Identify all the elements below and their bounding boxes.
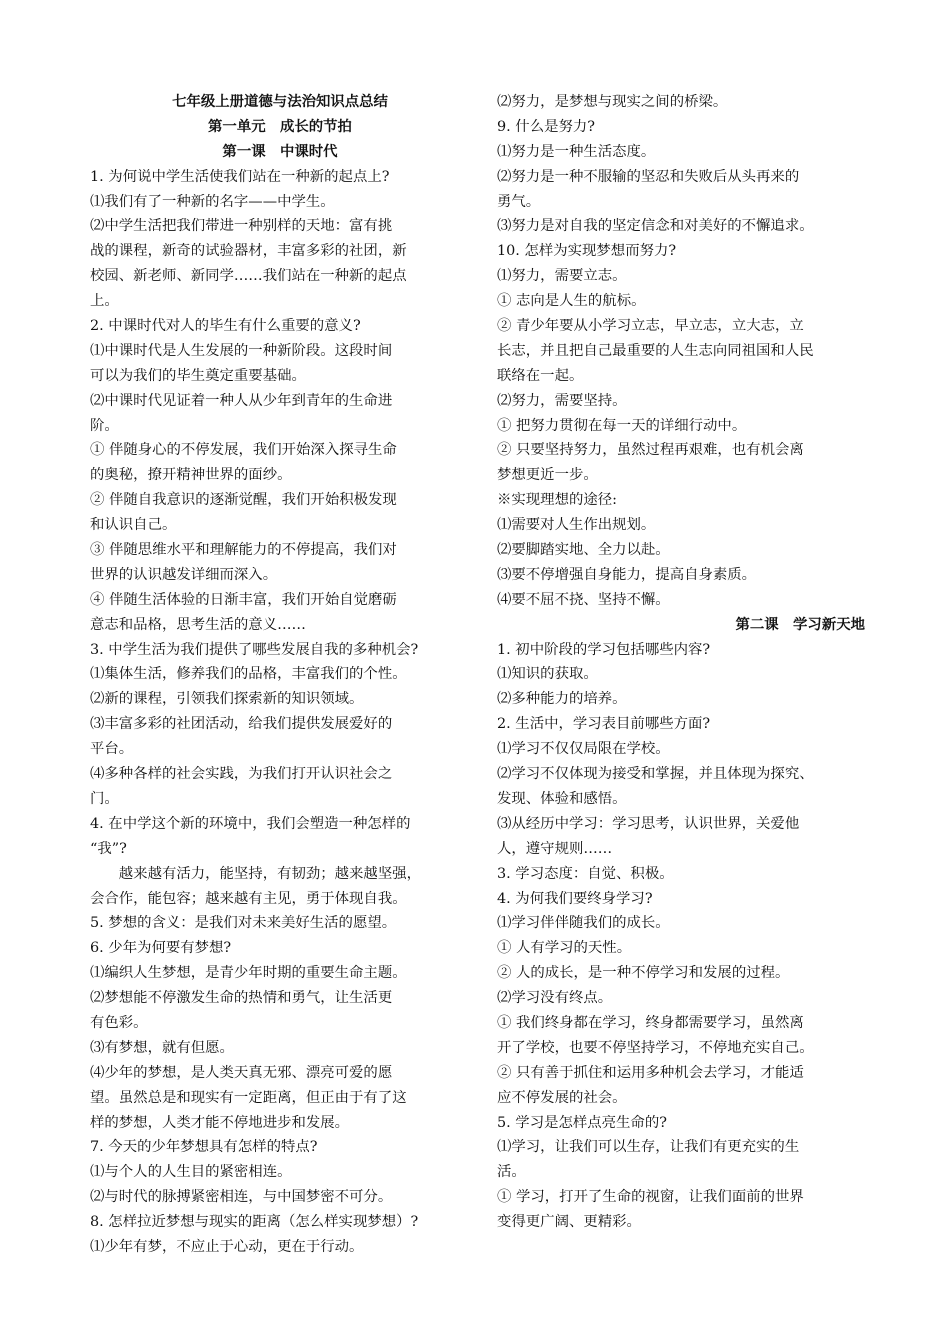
- text-line: ⑵中学生活把我们带进一种别样的天地：富有挑: [90, 218, 393, 235]
- text-line: ⑷少年的梦想，是人类天真无邪、漂亮可爱的愿: [90, 1064, 393, 1081]
- text-line: 9. 什么是努力?: [497, 118, 595, 135]
- text-line: 人，遵守规则……: [497, 840, 613, 857]
- text-line: ⑴学习不仅仅局限在学校。: [497, 741, 670, 758]
- text-line: ⑵中课时代见证着一种人从少年到青年的生命进: [90, 392, 393, 409]
- right-body-text-bottom: [497, 638, 877, 1235]
- text-line: 意志和品格，思考生活的意义……: [90, 616, 306, 633]
- text-line: 可以为我们的毕生奠定重要基础。: [90, 367, 306, 384]
- text-line: ⑷多种各样的社会实践，为我们打开认识社会之: [90, 766, 393, 783]
- text-line: 1. 为何说中学生活使我们站在一种新的起点上?: [90, 168, 390, 185]
- text-line: 6. 少年为何要有梦想?: [90, 940, 232, 957]
- text-line: ⑶从经历中学习：学习思考，认识世界，关爱他: [497, 815, 800, 832]
- text-line: ⑵努力，需要坚持。: [497, 392, 627, 409]
- text-line: ⑵梦想能不停激发生命的热情和勇气，让生活更: [90, 990, 393, 1007]
- document-title: 七年级上册道德与法治知识点总结: [172, 93, 388, 110]
- text-line: ① 志向是人生的航标。: [497, 293, 646, 310]
- text-line: ⑵努力，是梦想与现实之间的桥梁。: [497, 94, 728, 110]
- text-line: 梦想更近一步。: [497, 467, 598, 484]
- unit-heading: 第一单元 成长的节拍: [208, 117, 352, 135]
- text-line: ⑵努力是一种不服输的坚忍和失败后从头再来的: [497, 168, 800, 185]
- text-line: 10. 怎样为实现梦想而努力?: [497, 243, 677, 260]
- text-line: “我”?: [90, 840, 127, 857]
- text-line: ⑴我们有了一种新的名字——中学生。: [90, 193, 335, 210]
- text-line: 和认识自己。: [90, 517, 177, 534]
- text-line: ② 只要坚持努力，虽然过程再艰难，也有机会离: [497, 442, 804, 459]
- text-line: ⑵学习没有终点。: [497, 990, 613, 1007]
- text-line: ⑴努力是一种生活态度。: [497, 143, 656, 160]
- text-line: 上。: [90, 293, 119, 310]
- text-line: ⑷要不屈不挠、坚持不懈。: [497, 591, 670, 608]
- text-line: ⑴与个人的人生目的紧密相连。: [90, 1164, 292, 1181]
- text-line: ※实现理想的途径:: [497, 492, 617, 509]
- text-line: ⑴少年有梦，不应止于心动，更在于行动。: [90, 1238, 364, 1255]
- text-line: 活。: [497, 1164, 526, 1181]
- text-line: ① 我们终身都在学习，终身都需要学习，虽然离: [497, 1014, 804, 1031]
- text-line: 越来越有活力，能坚持，有韧劲；越来越坚强，: [90, 865, 421, 882]
- text-line: 发现、体验和感悟。: [497, 790, 627, 807]
- text-line: ③ 伴随思维水平和理解能力的不停提高，我们对: [90, 542, 397, 559]
- text-line: 阶。: [90, 417, 119, 434]
- text-line: ① 伴随身心的不停发展，我们开始深入探寻生命: [90, 442, 397, 459]
- left-column: [90, 90, 470, 1260]
- left-body-text: [90, 165, 470, 1260]
- right-column: [497, 90, 877, 1235]
- text-line: 长志，并且把自己最重要的人生志向同祖国和人民: [497, 342, 814, 359]
- text-line: 望。虽然总是和现实有一定距离，但正由于有了这: [90, 1089, 407, 1106]
- text-line: ⑵与时代的脉搏紧密相连，与中国梦密不可分。: [90, 1189, 393, 1206]
- text-line: ① 人有学习的天性。: [497, 940, 632, 957]
- text-line: ⑴努力，需要立志。: [497, 268, 627, 285]
- lesson-heading: 第一课 中课时代: [222, 142, 338, 160]
- text-line: ⑴中课时代是人生发展的一种新阶段。这段时间: [90, 342, 393, 359]
- text-line: 的奥秘，撩开精神世界的面纱。: [90, 467, 292, 484]
- text-line: 1. 初中阶段的学习包括哪些内容?: [497, 641, 711, 658]
- text-line: 8. 怎样拉近梦想与现实的距离（怎么样实现梦想）?: [90, 1214, 419, 1231]
- text-line: 2. 中课时代对人的毕生有什么重要的意义?: [90, 318, 361, 335]
- text-line: 4. 在中学这个新的环境中，我们会塑造一种怎样的: [90, 815, 411, 832]
- text-line: 7. 今天的少年梦想具有怎样的特点?: [90, 1139, 318, 1156]
- text-line: ④ 伴随生活体验的日渐丰富，我们开始自觉磨砺: [90, 591, 397, 608]
- text-line: 会合作，能包容；越来越有主见，勇于体现自我。: [90, 890, 407, 907]
- text-line: 变得更广阔、更精彩。: [497, 1214, 641, 1231]
- right-body-text-top: [497, 90, 877, 613]
- text-line: 样的梦想，人类才能不停地进步和发展。: [90, 1114, 350, 1131]
- text-line: ⑴需要对人生作出规划。: [497, 517, 656, 534]
- text-line: 有色彩。: [90, 1014, 148, 1031]
- text-line: 4. 为何我们要终身学习?: [497, 890, 653, 907]
- text-line: ⑴学习，让我们可以生存，让我们有更充实的生: [497, 1139, 800, 1156]
- text-line: 勇气。: [497, 193, 541, 210]
- text-line: 战的课程，新奇的试验器材，丰富多彩的社团，新: [90, 243, 407, 260]
- text-line: ⑶要不停增强自身能力，提高自身素质。: [497, 566, 757, 583]
- text-line: 门。: [90, 790, 119, 807]
- text-line: 世界的认识越发详细而深入。: [90, 566, 278, 583]
- text-line: 应不停发展的社会。: [497, 1089, 627, 1106]
- text-line: 联络在一起。: [497, 367, 584, 384]
- text-line: ⑶丰富多彩的社团活动，给我们提供发展爱好的: [90, 716, 393, 733]
- text-line: ⑶有梦想，就有但愿。: [90, 1039, 234, 1056]
- text-line: 5. 梦想的含义：是我们对未来美好生活的愿望。: [90, 915, 397, 932]
- lesson-heading-2: 第二课 学习新天地: [735, 615, 865, 633]
- text-line: 2. 生活中，学习表目前哪些方面?: [497, 716, 711, 733]
- text-line: 平台。: [90, 741, 134, 758]
- text-line: ① 把努力贯彻在每一天的详细行动中。: [497, 417, 747, 434]
- text-line: ⑴学习伴伴随我们的成长。: [497, 915, 670, 932]
- text-line: ⑵多种能力的培养。: [497, 691, 627, 708]
- text-line: ② 只有善于抓住和运用多种机会去学习，才能适: [497, 1064, 804, 1081]
- text-line: 校园、新老师、新同学……我们站在一种新的起点: [90, 268, 407, 285]
- text-line: ② 伴随自我意识的逐渐觉醒，我们开始积极发现: [90, 492, 397, 509]
- text-line: ⑴集体生活，修养我们的品格，丰富我们的个性。: [90, 666, 407, 683]
- text-line: ② 青少年要从小学习立志，早立志，立大志，立: [497, 318, 804, 335]
- text-line: ⑵新的课程，引领我们探索新的知识领域。: [90, 691, 364, 708]
- text-line: 3. 中学生活为我们提供了哪些发展自我的多种机会?: [90, 641, 419, 658]
- text-line: ① 学习，打开了生命的视窗，让我们面前的世界: [497, 1189, 804, 1206]
- text-line: ⑵学习不仅体现为接受和掌握，并且体现为探究、: [497, 766, 814, 783]
- text-line: ⑴知识的获取。: [497, 666, 598, 683]
- text-line: ⑶努力是对自我的坚定信念和对美好的不懈追求。: [497, 218, 814, 235]
- text-line: 5. 学习是怎样点亮生命的?: [497, 1114, 667, 1131]
- text-line: 3. 学习态度：自觉、积极。: [497, 865, 674, 882]
- text-line: 开了学校，也要不停坚持学习，不停地充实自己。: [497, 1039, 814, 1056]
- text-line: ⑵要脚踏实地、全力以赴。: [497, 542, 670, 559]
- text-line: ⑴编织人生梦想，是青少年时期的重要生命主题。: [90, 965, 407, 982]
- text-line: ② 人的成长，是一种不停学习和发展的过程。: [497, 965, 790, 982]
